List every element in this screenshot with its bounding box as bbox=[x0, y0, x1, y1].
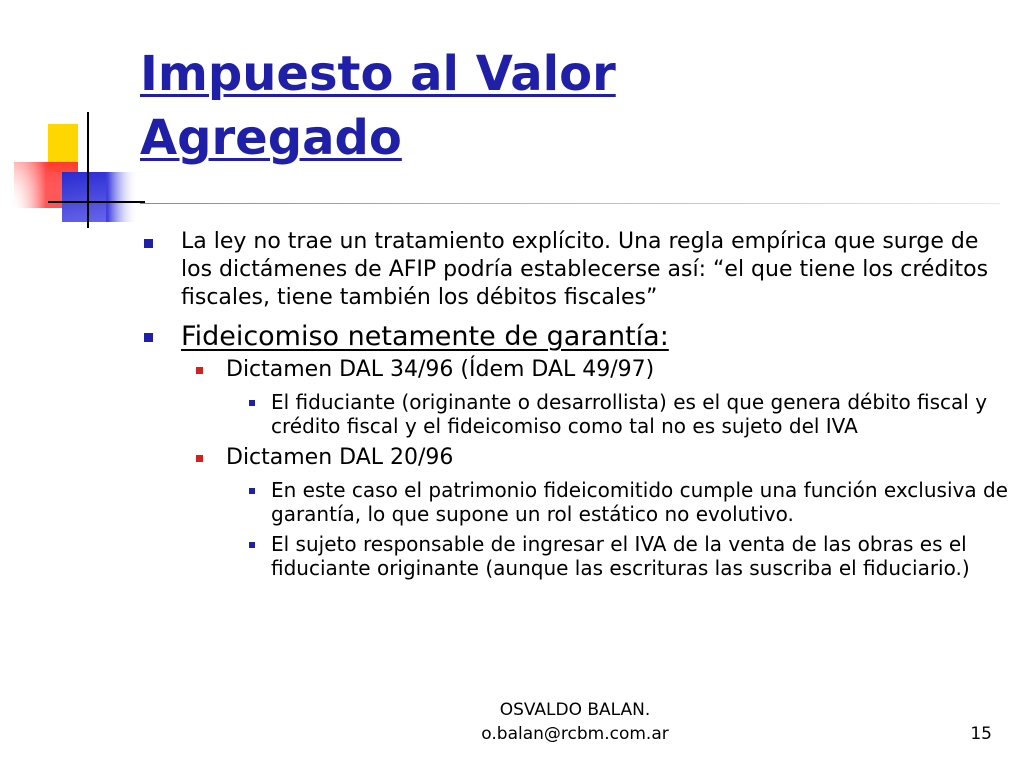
footer-author: OSVALDO BALAN. bbox=[499, 700, 651, 720]
square-bullet-icon bbox=[144, 333, 153, 342]
square-bullet-icon bbox=[249, 542, 255, 548]
bullet-patrimonio bbox=[140, 478, 1010, 526]
slide-title-line-1: Impuesto al Valor bbox=[140, 46, 616, 102]
bullet-patrimonio-text: En este caso el patrimonio fideicomitido cumple una función exclusiva de garantía, lo que supone un rol estático no evolutivo. bbox=[271, 478, 1008, 526]
square-bullet-icon bbox=[196, 455, 203, 462]
bullet-ley bbox=[140, 228, 1010, 312]
decorative-squares-graphic bbox=[0, 0, 150, 240]
blue-square-inner bbox=[62, 172, 106, 222]
bullet-fiduciante-text: El fiduciante (originante o desarrollista) es el que genera débito fiscal y crédito fiscal y el fideicomiso como tal no es sujeto del IVA bbox=[271, 390, 988, 438]
square-bullet-icon bbox=[196, 367, 203, 374]
slide-footer bbox=[450, 698, 700, 746]
bullet-fideicomiso-text: Fideicomiso netamente de garantía: bbox=[181, 321, 669, 352]
square-bullet-icon bbox=[249, 488, 255, 494]
bullet-fideicomiso bbox=[140, 320, 1010, 354]
bullet-sujeto-responsable bbox=[140, 532, 1010, 580]
slide-content bbox=[140, 228, 1010, 586]
footer-email: o.balan@rcbm.com.ar bbox=[481, 724, 669, 744]
slide-title bbox=[140, 42, 940, 170]
bullet-dictamen-20-96-text: Dictamen DAL 20/96 bbox=[226, 445, 454, 470]
title-divider bbox=[140, 203, 1000, 204]
bullet-ley-text: La ley no trae un tratamiento explícito. Una regla empírica que surge de los dictámenes de AFIP podría establecerse así: “el que tiene los créditos fiscales, tiene también los débitos fiscales” bbox=[181, 229, 989, 310]
bullet-dictamen-34-96 bbox=[140, 356, 1010, 384]
slide-title-line-2: Agregado bbox=[140, 110, 402, 166]
bullet-sujeto-responsable-text: El sujeto responsable de ingresar el IVA de la venta de las obras es el fiduciante originante (aunque las escrituras las suscriba el fiduciario.) bbox=[271, 532, 970, 580]
square-bullet-icon bbox=[249, 400, 255, 406]
slide-page-number: 15 bbox=[970, 724, 992, 744]
bullet-dictamen-34-96-text: Dictamen DAL 34/96 (Ídem DAL 49/97) bbox=[226, 357, 655, 382]
square-bullet-icon bbox=[144, 239, 153, 248]
bullet-fiduciante bbox=[140, 390, 1010, 438]
bullet-dictamen-20-96 bbox=[140, 444, 1010, 472]
